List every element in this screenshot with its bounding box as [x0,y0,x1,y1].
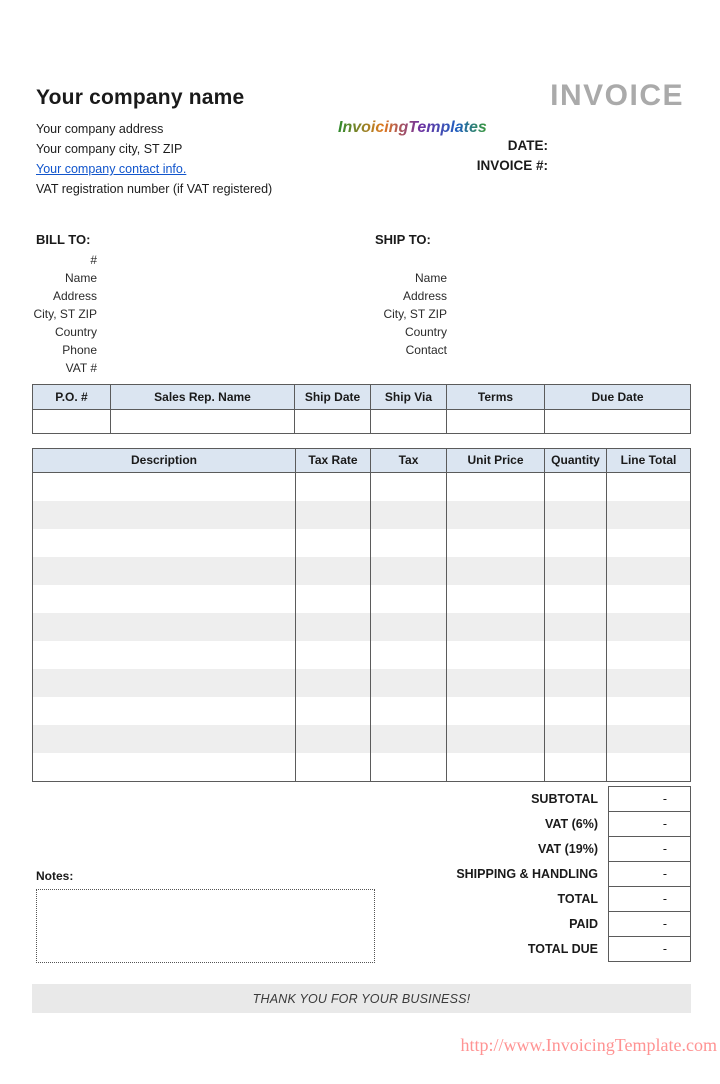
items-table-cell[interactable] [607,725,690,753]
totals-row [32,786,691,812]
subtotal-value: - [608,786,691,812]
items-header-line-total: Line Total [607,449,690,473]
date-block [400,136,548,176]
items-table-cell[interactable] [447,641,545,669]
items-table-cell[interactable] [33,473,296,501]
subtotal-label: SUBTOTAL [531,792,598,806]
company-contact-link[interactable]: Your company contact info. [36,162,187,176]
items-table-cell[interactable] [371,529,447,557]
totals-row [32,861,691,887]
items-table-cell[interactable] [33,669,296,697]
bill-to-field-label: Country [54,325,97,339]
items-table-cell[interactable] [296,529,371,557]
items-table-cell[interactable] [545,613,607,641]
items-table-cell[interactable] [33,613,296,641]
items-table-row [33,641,690,669]
items-table-cell[interactable] [607,557,690,585]
brand-logo [338,119,487,137]
order-cell-po[interactable] [33,410,111,433]
total-due-label: TOTAL DUE [527,942,598,956]
items-header-unit-price: Unit Price [447,449,545,473]
notes-input-box[interactable] [36,889,375,963]
items-header-tax-rate: Tax Rate [296,449,371,473]
items-table-cell[interactable] [296,725,371,753]
items-table-cell[interactable] [33,641,296,669]
bill-to-field-label: Phone [62,343,97,357]
items-table-cell[interactable] [607,473,690,501]
bill-to-fields [19,251,97,377]
paid-label: PAID [569,917,598,931]
order-header-sales-rep: Sales Rep. Name [111,385,295,410]
order-header-due-date: Due Date [545,385,690,410]
order-info-table [32,384,691,434]
items-table-cell[interactable] [371,753,447,781]
items-table-cell[interactable] [447,585,545,613]
order-info-header-row [33,385,690,410]
items-table-cell[interactable] [371,641,447,669]
items-table-cell[interactable] [33,501,296,529]
items-table-cell[interactable] [607,697,690,725]
items-table-cell[interactable] [371,669,447,697]
items-table-cell[interactable] [296,641,371,669]
items-table-cell[interactable] [545,725,607,753]
bill-to-field-label: # [90,253,97,267]
order-cell-sales-rep[interactable] [111,410,295,433]
items-table-cell[interactable] [447,557,545,585]
items-table-cell[interactable] [545,529,607,557]
items-table-cell[interactable] [296,585,371,613]
items-table-cell[interactable] [296,501,371,529]
items-table-cell[interactable] [545,641,607,669]
notes-label: Notes: [36,869,74,883]
items-table-cell[interactable] [447,753,545,781]
items-table-cell[interactable] [371,697,447,725]
items-table [32,448,691,782]
items-table-cell[interactable] [545,585,607,613]
items-table-cell[interactable] [33,725,296,753]
ship-to-field-label: Country [404,325,447,339]
items-table-cell[interactable] [607,529,690,557]
items-table-cell[interactable] [545,669,607,697]
items-table-row [33,669,690,697]
bill-to-title: BILL TO: [36,232,91,247]
items-table-cell[interactable] [545,753,607,781]
items-header-quantity: Quantity [545,449,607,473]
vat6-label: VAT (6%) [544,817,598,831]
order-cell-terms[interactable] [447,410,545,433]
items-table-row [33,557,690,585]
items-table-cell[interactable] [33,529,296,557]
totals-row [32,836,691,862]
items-table-row [33,697,690,725]
bill-to-field-label: Name [64,271,97,285]
invoice-title: INVOICE [550,79,684,112]
items-table-cell[interactable] [33,557,296,585]
items-table-row [33,473,690,501]
items-table-row [33,529,690,557]
items-table-cell[interactable] [447,697,545,725]
items-table-cell[interactable] [296,669,371,697]
items-table-cell[interactable] [371,725,447,753]
items-table-cell[interactable] [545,501,607,529]
items-table-cell[interactable] [296,753,371,781]
items-table-row [33,501,690,529]
items-table-row [33,753,690,781]
items-table-cell[interactable] [296,473,371,501]
items-table-cell[interactable] [545,473,607,501]
items-table-cell[interactable] [545,557,607,585]
vat-registration-line: VAT registration number (if VAT registered) [36,182,273,196]
items-table-cell[interactable] [296,697,371,725]
order-header-ship-date: Ship Date [295,385,371,410]
vat6-value: - [608,811,691,837]
order-cell-due-date[interactable] [545,410,690,433]
items-table-cell[interactable] [33,585,296,613]
items-table-cell[interactable] [296,613,371,641]
order-header-po: P.O. # [33,385,111,410]
items-table-cell[interactable] [447,529,545,557]
logo-text: InvoicingTemplates [338,119,487,136]
items-table-cell[interactable] [371,613,447,641]
items-table-cell[interactable] [545,697,607,725]
order-header-ship-via: Ship Via [371,385,447,410]
bill-to-field-label: Address [52,289,97,303]
shipping-handling-value[interactable]: - [608,861,691,887]
ship-to-field-label: Name [414,271,447,285]
total-value: - [608,886,691,912]
items-table-cell[interactable] [371,557,447,585]
items-table-row [33,725,690,753]
company-address: Your company address [36,122,164,136]
order-cell-ship-via[interactable] [371,410,447,433]
bill-to-field-label: VAT # [65,361,97,375]
order-info-data-row [33,410,690,433]
paid-value[interactable]: - [608,911,691,937]
bill-to-field-label: City, ST ZIP [33,307,97,321]
items-table-cell[interactable] [447,613,545,641]
items-table-cell[interactable] [447,473,545,501]
company-block [36,86,272,199]
totals-row [32,811,691,837]
items-table-cell[interactable] [33,753,296,781]
items-table-cell[interactable] [447,669,545,697]
items-table-cell[interactable] [607,669,690,697]
watermark-url: http://www.InvoicingTemplate.com [460,1035,717,1055]
order-cell-ship-date[interactable] [295,410,371,433]
ship-to-fields [369,269,447,359]
total-due-value: - [608,936,691,962]
date-label: DATE: [507,138,548,153]
thank-you-message: THANK YOU FOR YOUR BUSINESS! [252,991,471,1006]
vat19-value: - [608,836,691,862]
company-name: Your company name [36,86,245,109]
ship-to-field-label: Contact [405,343,447,357]
invoice-number-label: INVOICE #: [476,158,548,173]
items-table-cell[interactable] [371,473,447,501]
ship-to-title: SHIP TO: [375,232,431,247]
order-header-terms: Terms [447,385,545,410]
items-table-cell[interactable] [607,753,690,781]
items-table-row [33,613,690,641]
items-table-cell[interactable] [607,641,690,669]
items-table-header-row [33,449,690,473]
items-table-cell[interactable] [607,613,690,641]
items-table-cell[interactable] [607,585,690,613]
items-table-cell[interactable] [607,501,690,529]
items-table-row [33,585,690,613]
footer-bar [32,984,691,1013]
items-table-cell[interactable] [296,557,371,585]
items-table-cell[interactable] [33,697,296,725]
items-table-body [33,473,690,781]
items-table-cell[interactable] [447,725,545,753]
vat19-label: VAT (19%) [538,842,598,856]
items-table-cell[interactable] [371,501,447,529]
items-table-cell[interactable] [371,585,447,613]
items-header-tax: Tax [371,449,447,473]
items-table-cell[interactable] [447,501,545,529]
items-header-description: Description [33,449,296,473]
ship-to-field-label: City, ST ZIP [383,307,447,321]
ship-to-field-label: Address [402,289,447,303]
shipping-handling-label: SHIPPING & HANDLING [456,867,598,881]
total-label: TOTAL [557,892,598,906]
company-city: Your company city, ST ZIP [36,142,183,156]
